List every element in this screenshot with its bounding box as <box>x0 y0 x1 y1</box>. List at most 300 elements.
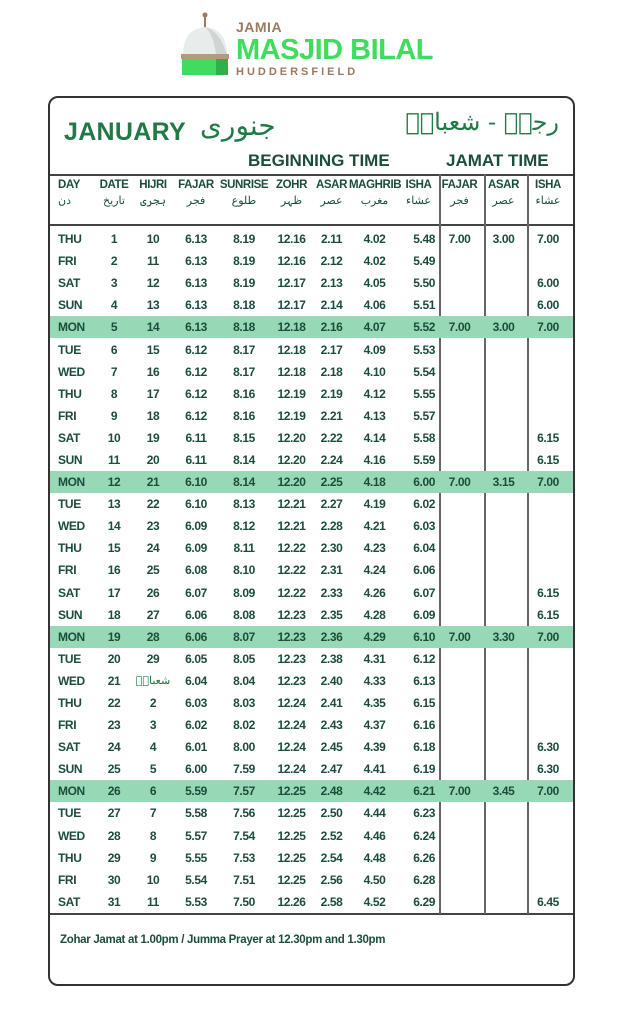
table-cell: 12.25 <box>277 828 306 843</box>
table-cell: 12.21 <box>277 497 306 512</box>
table-cell: 6.13 <box>185 276 207 291</box>
table-cell: MON <box>58 475 85 490</box>
table-cell: 22 <box>146 497 160 512</box>
column-header-en: ASAR <box>316 179 347 191</box>
table-cell: SUN <box>58 298 83 313</box>
table-row <box>50 361 573 383</box>
table-row <box>50 515 573 537</box>
table-cell: 2.36 <box>320 629 343 644</box>
table-cell: 19 <box>146 430 160 445</box>
column-header-en: ISHA <box>405 179 432 191</box>
table-cell: 6.19 <box>413 762 435 777</box>
table-cell: 5.57 <box>185 828 207 843</box>
table-cell: 7.00 <box>537 232 559 247</box>
table-row <box>50 493 573 515</box>
table-cell: 12.23 <box>277 607 306 622</box>
table-row <box>50 316 573 338</box>
column-header-urdu: فجر <box>186 194 206 207</box>
table-cell: 4.16 <box>363 452 386 467</box>
table-row <box>50 228 573 250</box>
column-header-urdu: ظہر <box>280 194 303 207</box>
table-cell: 2.52 <box>320 828 343 843</box>
table-cell: 18 <box>146 408 160 423</box>
table-cell: 6.12 <box>413 651 435 666</box>
table-cell: 12.20 <box>277 430 306 445</box>
table-cell: 6.07 <box>185 585 207 600</box>
table-cell: 6 <box>110 342 118 357</box>
table-row <box>50 780 573 802</box>
table-cell: 12.22 <box>277 541 306 556</box>
table-cell: 31 <box>107 894 121 909</box>
table-cell: TUE <box>58 342 81 357</box>
table-cell: 6 <box>149 784 157 799</box>
table-cell: 12.19 <box>277 408 306 423</box>
table-cell: 2.48 <box>320 784 343 799</box>
table-cell: 7.59 <box>233 762 255 777</box>
table-cell: 6.13 <box>185 254 207 269</box>
footer-note: Zohar Jamat at 1.00pm / Jumma Prayer at 12.30pm and 1.30pm <box>60 934 386 946</box>
table-cell: MON <box>58 320 85 335</box>
table-cell: 8.16 <box>233 408 255 423</box>
table-cell: 12.22 <box>277 585 306 600</box>
table-cell: SAT <box>58 276 80 291</box>
table-cell: 12.26 <box>277 894 306 909</box>
table-cell: 5.54 <box>413 364 435 379</box>
table-cell: 7.00 <box>448 232 471 247</box>
table-cell: 27 <box>107 806 121 821</box>
table-cell: 5.53 <box>185 894 207 909</box>
table-row <box>50 758 573 780</box>
table-cell: WED <box>58 364 85 379</box>
column-header-en: FAJAR <box>441 179 478 191</box>
table-cell: THU <box>58 850 82 865</box>
table-cell: SUN <box>58 762 83 777</box>
table-cell: 7.00 <box>537 475 559 490</box>
table-cell: 6.13 <box>185 232 207 247</box>
table-cell: 9 <box>149 850 157 865</box>
table-cell: 2.43 <box>320 718 343 733</box>
table-row <box>50 802 573 824</box>
table-cell: FRI <box>58 563 77 578</box>
table-cell: 2.47 <box>320 762 343 777</box>
column-header-urdu: عشاء <box>535 194 561 207</box>
table-cell: 5.55 <box>413 386 435 401</box>
table-row <box>50 537 573 559</box>
table-cell: 2.11 <box>320 232 343 247</box>
table-cell: 12.21 <box>277 519 306 534</box>
table-cell: 12.23 <box>277 629 306 644</box>
table-cell: 6.09 <box>185 541 207 556</box>
table-cell: 8.18 <box>233 298 255 313</box>
table-cell: 3 <box>110 276 118 291</box>
timetable-rows <box>50 228 573 913</box>
table-cell: 11 <box>108 452 120 467</box>
divider <box>50 224 573 226</box>
table-cell: 3.00 <box>492 320 515 335</box>
table-cell: 23 <box>146 519 160 534</box>
table-cell: 5.49 <box>413 254 435 269</box>
column-header-urdu: طلوع <box>231 194 257 207</box>
table-cell: 2.13 <box>320 276 343 291</box>
column-header-urdu: عشاء <box>406 194 431 207</box>
jamat-time-heading: JAMAT TIME <box>446 151 549 170</box>
table-cell: 12.17 <box>277 276 306 291</box>
table-cell: 2.58 <box>320 894 343 909</box>
table-cell: 21 <box>107 673 121 688</box>
table-cell: 2.45 <box>320 740 343 755</box>
table-cell: 6.28 <box>413 872 435 887</box>
table-cell: 17 <box>146 386 160 401</box>
table-cell: TUE <box>58 497 81 512</box>
table-cell: 8 <box>110 386 118 401</box>
table-row <box>50 714 573 736</box>
table-cell: 12.20 <box>277 452 306 467</box>
table-row <box>50 670 573 692</box>
table-cell: 24 <box>146 541 160 556</box>
column-header <box>314 178 349 222</box>
table-cell: 25 <box>107 762 121 777</box>
table-cell: THU <box>58 386 82 401</box>
table-cell: 26 <box>107 784 121 799</box>
column-header <box>437 178 482 222</box>
table-cell: 23 <box>107 718 121 733</box>
table-cell: 12.25 <box>277 850 306 865</box>
table-cell: 29 <box>146 651 160 666</box>
table-cell: 5.53 <box>413 342 435 357</box>
table-cell: 28 <box>146 629 160 644</box>
table-row <box>50 559 573 581</box>
table-cell: 2.40 <box>320 673 343 688</box>
table-cell: 8.17 <box>233 342 255 357</box>
column-header <box>173 178 219 222</box>
table-cell: 8.00 <box>233 740 255 755</box>
table-cell: 2.12 <box>320 254 343 269</box>
column-header-en: DAY <box>58 179 81 191</box>
table-cell: 2.17 <box>320 342 343 357</box>
table-cell: 6.03 <box>185 696 207 711</box>
table-cell: 28 <box>107 828 121 843</box>
table-cell: 8.05 <box>233 651 255 666</box>
table-cell: 4.35 <box>363 696 386 711</box>
table-cell: 29 <box>107 850 121 865</box>
table-cell: 12.23 <box>277 673 306 688</box>
table-cell: 7.50 <box>233 894 255 909</box>
table-cell: 17 <box>107 585 121 600</box>
column-header-en: MAGHRIB <box>349 179 402 191</box>
table-cell: 6.08 <box>185 563 207 578</box>
table-cell: 4.10 <box>363 364 386 379</box>
table-cell: 4.33 <box>363 673 386 688</box>
table-cell: 5.59 <box>185 784 207 799</box>
table-cell: 8.04 <box>233 673 255 688</box>
column-header-en: FAJAR <box>178 179 214 191</box>
table-cell: 12.24 <box>277 740 306 755</box>
table-cell: 26 <box>146 585 160 600</box>
table-cell: 6.11 <box>185 452 207 467</box>
table-cell: THU <box>58 232 82 247</box>
table-cell: MON <box>58 784 85 799</box>
table-cell: 4.42 <box>363 784 386 799</box>
table-cell: 2.25 <box>320 475 343 490</box>
table-row <box>50 869 573 891</box>
table-cell: 5.52 <box>413 320 435 335</box>
table-cell: 15 <box>146 342 160 357</box>
table-cell: 7 <box>110 364 118 379</box>
table-cell: 6.03 <box>413 519 435 534</box>
table-cell: 7.00 <box>448 629 471 644</box>
column-header-urdu: دن <box>58 194 71 207</box>
table-cell: 4.50 <box>363 872 386 887</box>
table-cell: 6.09 <box>413 607 435 622</box>
column-header-urdu: مغرب <box>360 194 389 207</box>
table-cell: TUE <box>58 806 81 821</box>
column-header-en: ISHA <box>535 179 561 191</box>
table-cell: 6.10 <box>185 497 207 512</box>
table-cell: 5.57 <box>413 408 435 423</box>
table-cell: 13 <box>146 298 160 313</box>
table-cell: 6.11 <box>185 430 207 445</box>
table-cell: 6.45 <box>537 894 559 909</box>
table-cell: 10 <box>146 232 160 247</box>
table-cell: MON <box>58 629 85 644</box>
table-cell: 15 <box>107 541 121 556</box>
table-cell: 6.04 <box>185 673 207 688</box>
table-row <box>50 383 573 405</box>
table-cell: 6.13 <box>185 320 207 335</box>
month-title: JANUARY <box>64 118 187 146</box>
column-header-urdu: عصر <box>492 194 515 207</box>
table-cell: 2.27 <box>320 497 343 512</box>
table-cell: 2.35 <box>320 607 343 622</box>
column-header <box>95 178 133 222</box>
table-cell: 3 <box>149 718 157 733</box>
table-cell: 5.58 <box>185 806 207 821</box>
table-cell: 8.19 <box>233 276 255 291</box>
column-header-urdu: فجر <box>450 194 469 207</box>
table-cell: 4.37 <box>363 718 386 733</box>
table-cell: 11 <box>147 894 159 909</box>
table-cell: 7.56 <box>233 806 255 821</box>
table-cell: 12.16 <box>277 232 306 247</box>
table-cell: 12.23 <box>277 651 306 666</box>
table-cell: 2.31 <box>320 563 343 578</box>
table-cell: 10 <box>107 430 121 445</box>
table-cell: 5.55 <box>185 850 207 865</box>
table-cell: 8.02 <box>233 718 255 733</box>
table-cell: 6.05 <box>185 651 207 666</box>
table-cell: 12.19 <box>277 386 306 401</box>
table-cell: 4.21 <box>363 519 386 534</box>
table-cell: 6.12 <box>185 342 207 357</box>
table-cell: 4.26 <box>363 585 386 600</box>
table-cell: 6.21 <box>413 784 435 799</box>
table-cell: 2.19 <box>320 386 343 401</box>
table-cell: 16 <box>146 364 160 379</box>
table-row <box>50 471 573 493</box>
table-cell: 2 <box>149 696 157 711</box>
table-row <box>50 405 573 427</box>
table-cell: 2.16 <box>320 320 343 335</box>
table-cell: 18 <box>107 607 121 622</box>
table-cell: 27 <box>146 607 160 622</box>
table-cell: 3.00 <box>492 232 515 247</box>
table-cell: 6.16 <box>413 718 435 733</box>
logo-huddersfield: HUDDERSFIELD <box>236 66 359 78</box>
table-cell: 4.02 <box>363 254 386 269</box>
table-cell: 3.15 <box>492 475 515 490</box>
table-cell: 12.25 <box>277 784 306 799</box>
table-cell: 6.26 <box>413 850 435 865</box>
table-cell: 4.18 <box>363 475 386 490</box>
table-cell: 8.13 <box>233 497 255 512</box>
table-cell: 2.18 <box>320 364 343 379</box>
table-cell: 7.00 <box>537 320 559 335</box>
table-cell: 2.54 <box>320 850 343 865</box>
table-cell: 4.52 <box>363 894 386 909</box>
table-row <box>50 604 573 626</box>
table-cell: SAT <box>58 894 80 909</box>
table-row <box>50 736 573 758</box>
table-cell: 4.23 <box>363 541 386 556</box>
table-cell: 4.24 <box>363 563 386 578</box>
table-row <box>50 692 573 714</box>
table-cell: 5 <box>110 320 118 335</box>
table-cell: SAT <box>58 740 80 755</box>
table-cell: 6.02 <box>413 497 435 512</box>
table-cell: 8.14 <box>233 475 255 490</box>
table-cell: 6.15 <box>537 607 559 622</box>
table-cell: 6.06 <box>185 607 207 622</box>
table-cell: 21 <box>146 475 160 490</box>
table-cell: 4.06 <box>363 298 386 313</box>
table-cell: 12.17 <box>277 298 306 313</box>
table-cell: 4 <box>149 740 157 755</box>
table-row <box>50 891 573 913</box>
table-cell: 12.18 <box>277 320 306 335</box>
table-cell: 8.14 <box>233 452 255 467</box>
table-cell: 2.50 <box>320 806 343 821</box>
table-row <box>50 825 573 847</box>
column-header <box>50 178 95 222</box>
table-cell: 6.15 <box>537 430 559 445</box>
table-row <box>50 449 573 471</box>
table-cell: 1 <box>110 232 118 247</box>
table-cell: 6.13 <box>413 673 435 688</box>
table-cell: 3.30 <box>492 629 515 644</box>
table-cell: THU <box>58 696 82 711</box>
table-cell: WED <box>58 828 85 843</box>
table-cell: 7.00 <box>448 475 471 490</box>
table-row <box>50 582 573 604</box>
table-cell: 30 <box>107 872 121 887</box>
table-cell: 6.00 <box>537 276 559 291</box>
table-cell: 6.02 <box>185 718 207 733</box>
table-cell: 6.00 <box>413 475 435 490</box>
table-cell: TUE <box>58 651 81 666</box>
table-cell: SUN <box>58 452 83 467</box>
table-cell: 4.29 <box>363 629 386 644</box>
table-cell: 14 <box>107 519 121 534</box>
column-header-en: SUNRISE <box>219 179 269 191</box>
table-row <box>50 648 573 670</box>
table-cell: 6.15 <box>413 696 435 711</box>
table-row <box>50 427 573 449</box>
column-header <box>349 178 400 222</box>
logo-masjid-bilal: MASJID BILAL <box>236 34 433 66</box>
table-cell: 4.31 <box>363 651 386 666</box>
table-cell: 6.10 <box>185 475 207 490</box>
table-cell: 12.24 <box>277 696 306 711</box>
table-cell: 8.15 <box>233 430 255 445</box>
column-header <box>400 178 437 222</box>
table-cell: 6.06 <box>413 563 435 578</box>
table-cell: 6.12 <box>185 386 207 401</box>
table-cell: FRI <box>58 254 77 269</box>
table-cell: 5.50 <box>413 276 435 291</box>
table-cell: 4 <box>110 298 118 313</box>
table-cell: 5.59 <box>413 452 435 467</box>
timetable-card <box>48 96 575 986</box>
table-cell: 12 <box>146 276 160 291</box>
table-cell: 8.12 <box>233 519 255 534</box>
table-cell: 12.18 <box>277 364 306 379</box>
table-cell: 6.12 <box>185 408 207 423</box>
table-cell: 10 <box>146 872 160 887</box>
table-cell: 8.16 <box>233 386 255 401</box>
table-cell: SAT <box>58 430 80 445</box>
column-header-urdu: عصر <box>320 194 343 207</box>
table-cell: 4.07 <box>363 320 386 335</box>
table-cell: WED <box>58 519 85 534</box>
column-header <box>269 178 314 222</box>
table-cell: 5.58 <box>413 430 435 445</box>
table-cell: 7.51 <box>233 872 255 887</box>
table-cell: 2.33 <box>320 585 343 600</box>
table-row <box>50 250 573 272</box>
table-cell: 7.53 <box>233 850 255 865</box>
table-cell: 8.08 <box>233 607 255 622</box>
table-cell: 4.09 <box>363 342 386 357</box>
table-cell: 12.25 <box>277 806 306 821</box>
table-row <box>50 847 573 869</box>
table-cell: 5 <box>149 762 157 777</box>
table-cell: 6.30 <box>537 740 559 755</box>
table-cell: 7.00 <box>537 784 559 799</box>
divider <box>50 174 573 176</box>
table-cell: SAT <box>58 585 80 600</box>
table-cell: 6.23 <box>413 806 435 821</box>
table-cell: 24 <box>107 740 121 755</box>
table-cell: 12.24 <box>277 718 306 733</box>
table-cell: 7.00 <box>448 784 471 799</box>
table-cell: 6.18 <box>413 740 435 755</box>
table-cell: 5.51 <box>413 298 435 313</box>
mosque-dome-icon <box>180 10 230 76</box>
column-header-urdu: تاریخ <box>103 194 125 207</box>
table-cell: 2.28 <box>320 519 343 534</box>
table-cell: 5.48 <box>413 232 435 247</box>
column-header-en: HIJRI <box>139 179 167 191</box>
table-cell: 8.18 <box>233 320 255 335</box>
table-cell: 8.19 <box>233 254 255 269</box>
table-cell: 20 <box>107 651 121 666</box>
table-cell: 6.01 <box>185 740 207 755</box>
table-cell: 2.56 <box>320 872 343 887</box>
table-cell: 6.13 <box>185 298 207 313</box>
table-cell: 9 <box>110 408 118 423</box>
table-cell: 14 <box>146 320 160 335</box>
table-cell: 8.09 <box>233 585 255 600</box>
